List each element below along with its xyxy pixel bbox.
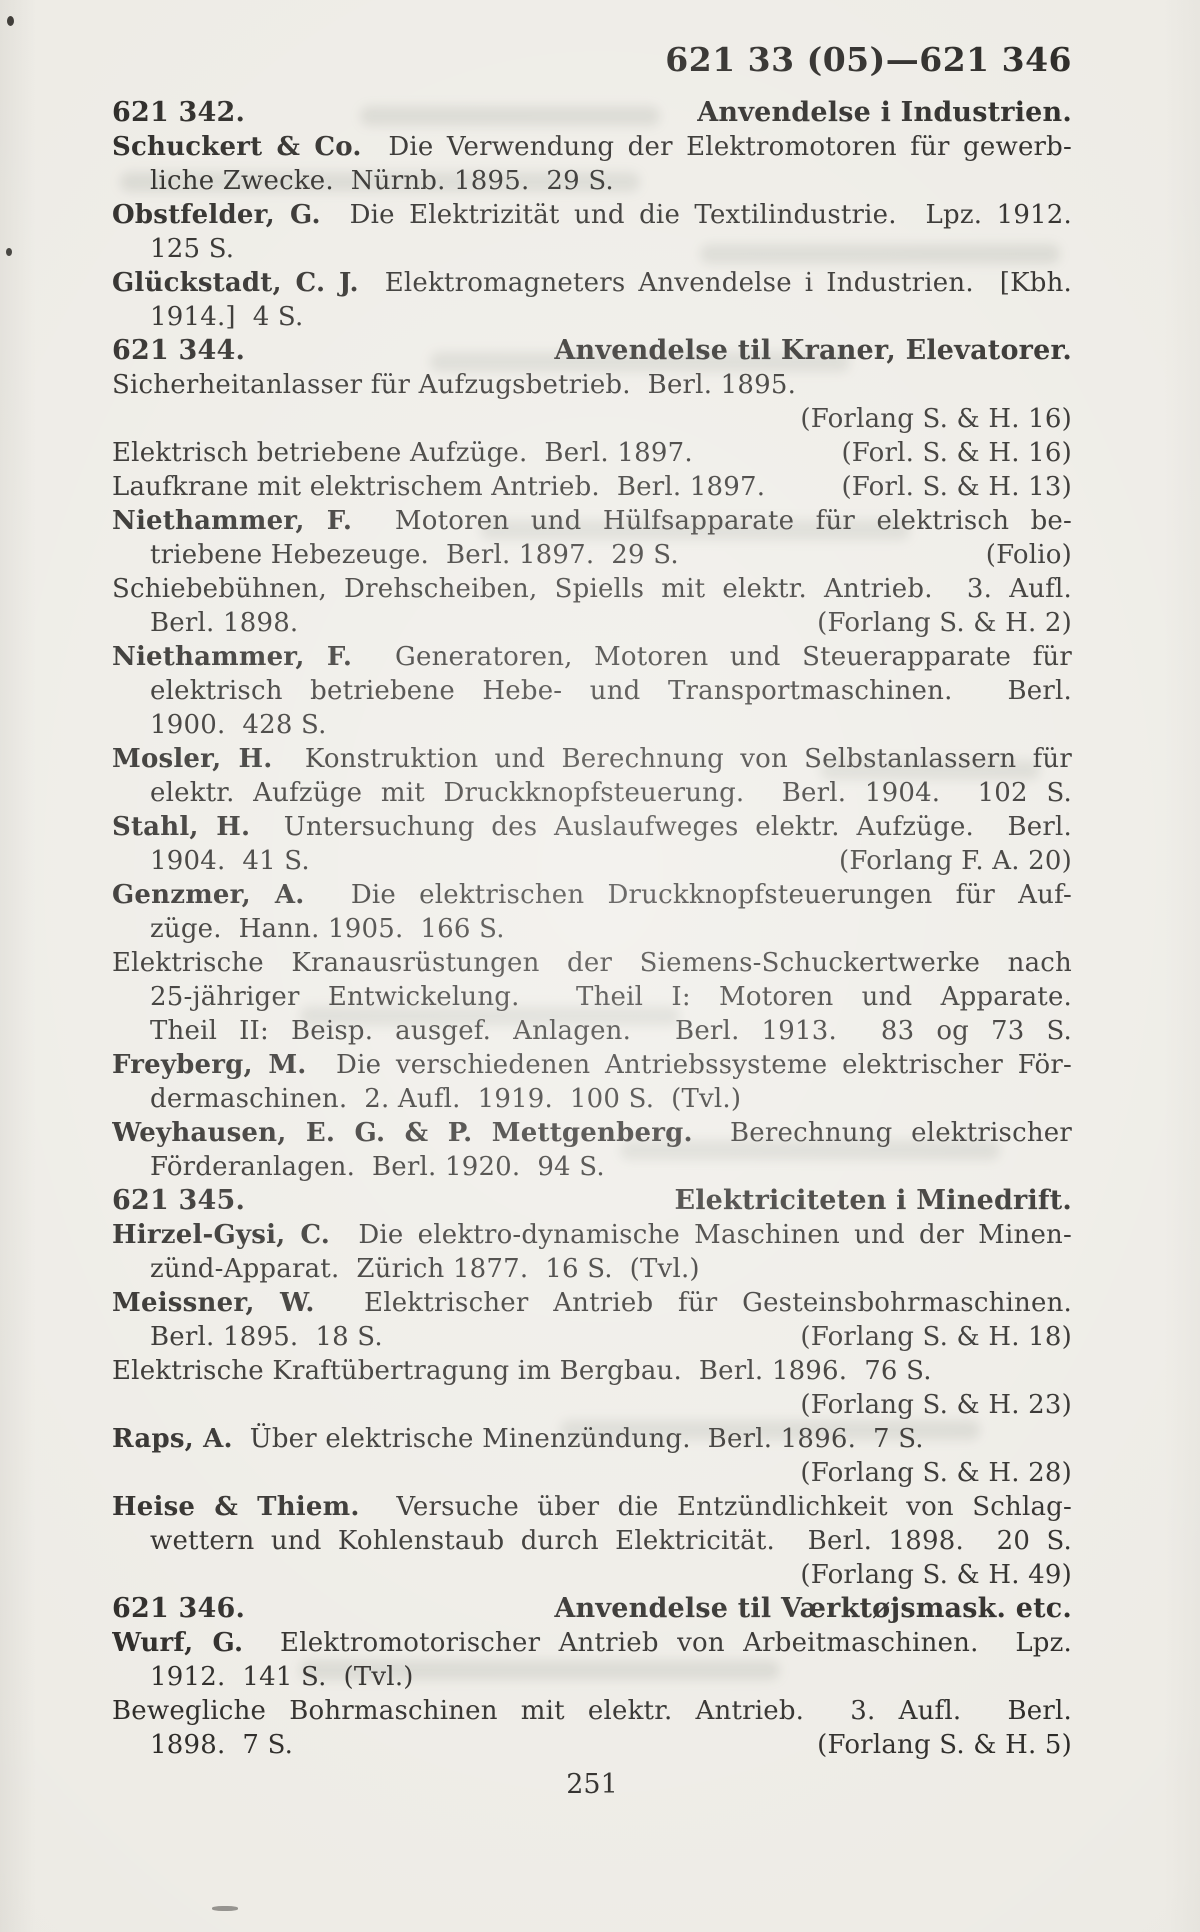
entry-text: Motoren und Hülfsapparate für elektrisch be- xyxy=(352,506,1072,536)
author-name: Mosler, H. xyxy=(112,744,273,774)
bib-line xyxy=(112,130,1072,164)
scan-artifact xyxy=(6,248,12,256)
entry-text: dermaschinen. 2. Aufl. 1919. 100 S. (Tvl.) xyxy=(150,1084,742,1114)
bib-line xyxy=(112,674,1072,708)
scan-artifact xyxy=(212,1906,238,1911)
bib-line xyxy=(112,164,1072,198)
section-heading xyxy=(112,1592,1072,1626)
entry-text: Elektrische Kranausrüstungen der Siemens-Schuckertwerke nach xyxy=(112,948,1072,978)
entry-text: Elektromagneters Anvendelse i Industrien. [Kbh. xyxy=(358,268,1072,298)
bib-line xyxy=(112,1116,1072,1150)
entry-text: 125 S. xyxy=(150,234,235,264)
author-name: Obstfelder, G. xyxy=(112,200,321,230)
entry-text: Die Elektrizität und die Textilindustrie. Lpz. 1912. xyxy=(320,200,1072,230)
entry-text: Schiebebühnen, Drehscheiben, Spiells mit elektr. Antrieb. 3. Aufl. xyxy=(112,574,1072,604)
entry-text: 25-jähriger Entwickelung. Theil I: Motoren und Apparate. xyxy=(150,982,1072,1012)
section-code: 621 344. xyxy=(112,335,246,366)
bib-line xyxy=(112,878,1072,912)
entry-text: wettern und Kohlenstaub durch Elektricität. Berl. 1898. 20 S. xyxy=(150,1526,1072,1556)
entry-text: Konstruktion und Berechnung von Selbstanlassern für xyxy=(272,744,1072,774)
bib-line xyxy=(112,776,1072,810)
section-code: 621 342. xyxy=(112,97,246,128)
author-name: Meissner, W. xyxy=(112,1288,315,1318)
entry-text: Laufkrane mit elektrischem Antrieb. Berl. 1897. xyxy=(112,472,766,502)
entry-text: triebene Hebezeuge. Berl. 1897. 29 S. xyxy=(150,540,679,570)
author-name: Wurf, G. xyxy=(112,1628,244,1658)
bib-line xyxy=(112,1218,1072,1252)
bib-line xyxy=(112,504,1072,538)
author-name: Niethammer, F. xyxy=(112,506,353,536)
author-name: Freyberg, M. xyxy=(112,1050,307,1080)
bib-line xyxy=(112,640,1072,674)
bib-line xyxy=(112,1082,1072,1116)
author-name: Genzmer, A. xyxy=(112,880,305,910)
entry-text: 1914.] 4 S. xyxy=(150,302,304,332)
bib-line xyxy=(112,1490,1072,1524)
section-heading xyxy=(112,1184,1072,1218)
bib-line xyxy=(112,1320,1072,1354)
author-name: Weyhausen, E. G. & P. Mettgenberg. xyxy=(112,1118,693,1148)
entry-text: Theil II: Beisp. ausgef. Anlagen. Berl. 1913. 83 og 73 S. xyxy=(150,1016,1072,1046)
section-title: Anvendelse i Industrien. xyxy=(697,97,1072,128)
bib-line xyxy=(112,1286,1072,1320)
reference-note: (Forlang S. & H. 16) xyxy=(800,404,1072,434)
bibliography-lines xyxy=(112,96,1072,1762)
entry-text: Die verschiedenen Antriebssysteme elektrischer För- xyxy=(306,1050,1072,1080)
entry-text: Förderanlagen. Berl. 1920. 94 S. xyxy=(150,1152,605,1182)
bib-line xyxy=(112,708,1072,742)
reference-note: (Forlang S. & H. 23) xyxy=(800,1390,1072,1420)
bib-line xyxy=(112,198,1072,232)
bib-line xyxy=(112,1252,1072,1286)
bib-line xyxy=(112,402,1072,436)
reference-note: (Forlang S. & H. 49) xyxy=(800,1560,1072,1590)
bib-line xyxy=(112,1660,1072,1694)
entry-text: liche Zwecke. Nürnb. 1895. 29 S. xyxy=(150,166,614,196)
bib-line xyxy=(112,368,1072,402)
bib-line xyxy=(112,1048,1072,1082)
author-name: Schuckert & Co. xyxy=(112,132,362,162)
bib-line xyxy=(112,538,1072,572)
entry-text: Elektrischer Antrieb für Gesteinsbohrmaschinen. xyxy=(314,1288,1072,1318)
entry-text: Die elektro-dynamische Maschinen und der Minen- xyxy=(330,1220,1072,1250)
entry-text: Elektrische Kraftübertragung im Bergbau. Berl. 1896. 76 S. xyxy=(112,1356,932,1386)
author-name: Stahl, H. xyxy=(112,812,251,842)
entry-text: Generatoren, Motoren und Steuerapparate für xyxy=(352,642,1072,672)
section-title: Elektriciteten i Minedrift. xyxy=(674,1185,1072,1216)
section-title: Anvendelse til Værktøjsmask. etc. xyxy=(554,1593,1072,1624)
entry-text: zünd-Apparat. Zürich 1877. 16 S. (Tvl.) xyxy=(150,1254,700,1284)
bib-line xyxy=(112,572,1072,606)
entry-text: Die Verwendung der Elektromotoren für gewerb- xyxy=(361,132,1072,162)
entry-text: Untersuchung des Auslaufweges elektr. Aufzüge. Berl. xyxy=(250,812,1072,842)
bib-line xyxy=(112,1150,1072,1184)
bib-line xyxy=(112,844,1072,878)
bib-line xyxy=(112,1422,1072,1456)
bib-line xyxy=(112,232,1072,266)
bib-line xyxy=(112,606,1072,640)
scan-artifact xyxy=(7,16,14,26)
bib-line xyxy=(112,1694,1072,1728)
bib-line xyxy=(112,1524,1072,1558)
author-name: Niethammer, F. xyxy=(112,642,353,672)
entry-text: 1912. 141 S. (Tvl.) xyxy=(150,1662,414,1692)
entry-text: Berechnung elektrischer xyxy=(692,1118,1072,1148)
reference-note: (Forl. S. & H. 13) xyxy=(841,472,1072,502)
reference-note: (Forlang S. & H. 28) xyxy=(800,1458,1072,1488)
bib-line xyxy=(112,1388,1072,1422)
entry-text: Berl. 1898. xyxy=(150,608,299,638)
running-head-classmark: 621 33 (05)—621 346 xyxy=(665,40,1072,79)
bib-line xyxy=(112,980,1072,1014)
entry-text: 1900. 428 S. xyxy=(150,710,327,740)
entry-text: elektrisch betriebene Hebe- und Transportmaschinen. Berl. xyxy=(150,676,1072,706)
bib-line xyxy=(112,742,1072,776)
running-head xyxy=(112,42,1072,78)
entry-text: 1904. 41 S. xyxy=(150,846,310,876)
bib-line xyxy=(112,1626,1072,1660)
author-name: Hirzel-Gysi, C. xyxy=(112,1220,331,1250)
entry-text: Berl. 1895. 18 S. xyxy=(150,1322,383,1352)
bib-line xyxy=(112,1354,1072,1388)
reference-note: (Forlang S. & H. 5) xyxy=(817,1730,1072,1760)
author-name: Heise & Thiem. xyxy=(112,1492,360,1522)
bib-line xyxy=(112,1558,1072,1592)
section-heading xyxy=(112,96,1072,130)
bib-line xyxy=(112,470,1072,504)
entry-text: Versuche über die Entzündlichkeit von Schlag- xyxy=(359,1492,1072,1522)
section-title: Anvendelse til Kraner, Elevatorer. xyxy=(554,335,1072,366)
bib-line xyxy=(112,912,1072,946)
author-name: Raps, A. xyxy=(112,1424,233,1454)
bib-line xyxy=(112,810,1072,844)
entry-text: Bewegliche Bohrmaschinen mit elektr. Antrieb. 3. Aufl. Berl. xyxy=(112,1696,1072,1726)
page-number: 251 xyxy=(566,1769,618,1800)
bib-line xyxy=(112,946,1072,980)
section-code: 621 346. xyxy=(112,1593,246,1624)
entry-text: Die elektrischen Druckknopfsteuerungen für Auf- xyxy=(304,880,1072,910)
reference-note: (Folio) xyxy=(985,540,1072,570)
entry-text: Elektrisch betriebene Aufzüge. Berl. 1897. xyxy=(112,438,693,468)
bib-line xyxy=(112,1456,1072,1490)
entry-text: züge. Hann. 1905. 166 S. xyxy=(150,914,505,944)
reference-note: (Forl. S. & H. 16) xyxy=(841,438,1072,468)
section-heading xyxy=(112,334,1072,368)
section-code: 621 345. xyxy=(112,1185,246,1216)
bib-line xyxy=(112,266,1072,300)
reference-note: (Forlang F. A. 20) xyxy=(839,846,1072,876)
bib-line xyxy=(112,1728,1072,1762)
bib-line xyxy=(112,436,1072,470)
entry-text: elektr. Aufzüge mit Druckknopfsteuerung. Berl. 1904. 102 S. xyxy=(150,778,1072,808)
entry-text: Sicherheitanlasser für Aufzugsbetrieb. Berl. 1895. xyxy=(112,370,797,400)
bib-line xyxy=(112,300,1072,334)
entry-text: Elektromotorischer Antrieb von Arbeitmaschinen. Lpz. xyxy=(243,1628,1072,1658)
entry-text: Über elektrische Minenzündung. Berl. 1896. 7 S. xyxy=(232,1424,924,1454)
bib-line xyxy=(112,1014,1072,1048)
entry-text: 1898. 7 S. xyxy=(150,1730,294,1760)
reference-note: (Forlang S. & H. 2) xyxy=(817,608,1072,638)
reference-note: (Forlang S. & H. 18) xyxy=(800,1322,1072,1352)
author-name: Glückstadt, C. J. xyxy=(112,268,359,298)
